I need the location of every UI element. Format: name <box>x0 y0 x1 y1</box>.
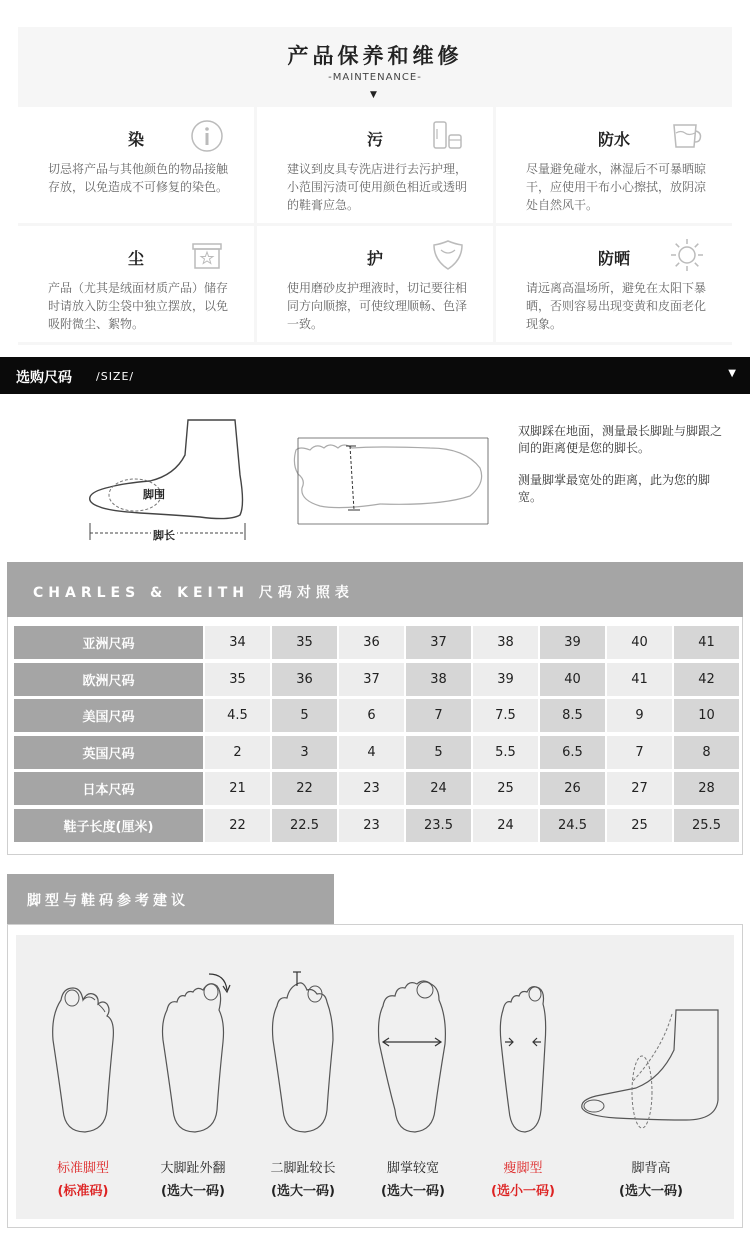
size-cell: 35 <box>205 663 270 696</box>
size-cell: 8.5 <box>540 699 605 732</box>
info-icon <box>190 119 224 153</box>
size-cell: 37 <box>339 663 404 696</box>
size-cell: 38 <box>473 626 538 659</box>
length-label: 脚长 <box>153 529 175 542</box>
foot-type-narrow <box>468 935 578 1219</box>
size-cell: 23.5 <box>406 809 471 842</box>
care-item-title: 尘 <box>127 249 144 268</box>
maintenance-section <box>18 27 732 345</box>
care-item-dust <box>18 226 254 342</box>
sun-icon <box>670 238 704 272</box>
size-cell: 25.5 <box>674 809 739 842</box>
care-item-dye <box>18 107 254 223</box>
foot-standard-icon <box>43 970 123 1140</box>
size-cell: 6.5 <box>540 736 605 769</box>
size-row-label: 日本尺码 <box>14 772 203 805</box>
care-item-waterproof <box>496 107 732 223</box>
size-cell: 22 <box>272 772 337 805</box>
measure-length-text: 双脚踩在地面，测量最长脚趾与脚跟之间的距离便是您的脚长。 <box>518 424 723 455</box>
cleaning-bottle-icon <box>431 119 465 153</box>
foot-bunion-icon <box>153 970 233 1140</box>
foot-type-code: (选大一码) <box>161 1184 225 1199</box>
size-cell: 25 <box>473 772 538 805</box>
foot-type-label: 脚背高 <box>631 1161 671 1176</box>
size-cell: 5 <box>406 736 471 769</box>
size-cell: 6 <box>339 699 404 732</box>
size-cell: 7 <box>607 736 672 769</box>
size-cell: 7 <box>406 699 471 732</box>
size-cell: 39 <box>473 663 538 696</box>
size-chart <box>7 617 743 855</box>
foot-type-bunion <box>138 935 248 1219</box>
size-cell: 24 <box>406 772 471 805</box>
instep-label: 脚围 <box>143 488 165 501</box>
care-item-text: 使用磨砂皮护理液时，切记要往相同方向顺擦，可使纹理顺畅、色泽一致。 <box>287 281 468 331</box>
foot-type-standard <box>28 935 138 1219</box>
size-cell: 4.5 <box>205 699 270 732</box>
size-cell: 21 <box>205 772 270 805</box>
size-cell: 38 <box>406 663 471 696</box>
size-cell: 41 <box>674 626 739 659</box>
down-arrow-icon: ▼ <box>370 90 377 100</box>
foot-type-label: 标准脚型 <box>56 1161 109 1176</box>
care-item-sunproof <box>496 226 732 342</box>
size-cell: 2 <box>205 736 270 769</box>
dust-box-icon <box>190 238 224 272</box>
care-item-title: 防晒 <box>597 249 630 268</box>
maintenance-subtitle: -MAINTENANCE- <box>328 72 422 83</box>
care-item-title: 染 <box>127 130 144 149</box>
size-chart-header <box>7 562 743 617</box>
foot-type-long-second-toe <box>248 935 358 1219</box>
size-row-label: 英国尺码 <box>14 736 203 769</box>
care-item-protect <box>257 226 493 342</box>
size-cell: 27 <box>607 772 672 805</box>
shield-icon <box>431 238 465 272</box>
size-cell: 5.5 <box>473 736 538 769</box>
size-cell: 34 <box>205 626 270 659</box>
foot-types-list <box>16 935 734 1219</box>
foot-type-high-instep <box>576 935 726 1219</box>
size-cell: 10 <box>674 699 739 732</box>
size-cell: 7.5 <box>473 699 538 732</box>
down-arrow-icon: ▼ <box>728 368 736 379</box>
size-cell: 24.5 <box>540 809 605 842</box>
foot-type-wide <box>358 935 468 1219</box>
care-item-title: 护 <box>366 249 383 268</box>
foot-type-code: (选小一码) <box>491 1184 555 1199</box>
size-row-label: 欧洲尺码 <box>14 663 203 696</box>
foot-type-code: (选大一码) <box>271 1184 335 1199</box>
care-item-title: 污 <box>366 130 383 149</box>
size-cell: 40 <box>540 663 605 696</box>
foot-type-code: (选大一码) <box>381 1184 445 1199</box>
size-row-label: 亚洲尺码 <box>14 626 203 659</box>
care-item-text: 尽量避免碰水，淋湿后不可暴晒晾干，应使用干布小心擦拭，放阴凉处自然风干。 <box>526 162 707 212</box>
foot-types-header <box>7 874 334 924</box>
foot-type-label: 大脚趾外翻 <box>160 1161 226 1176</box>
foot-type-label: 二脚趾较长 <box>270 1161 336 1176</box>
care-item-stain <box>257 107 493 223</box>
water-cup-icon <box>670 119 704 153</box>
foot-side-measure-illustration <box>80 415 255 545</box>
size-cell: 4 <box>339 736 404 769</box>
size-cell: 23 <box>339 809 404 842</box>
size-cell: 5 <box>272 699 337 732</box>
foot-top-measure-illustration <box>290 428 492 533</box>
care-item-title: 防水 <box>597 130 630 149</box>
size-cell: 9 <box>607 699 672 732</box>
measure-width-text: 测量脚掌最宽处的距离，此为您的脚宽。 <box>518 473 711 504</box>
size-cell: 35 <box>272 626 337 659</box>
foot-wide-icon <box>373 970 453 1140</box>
size-section-title: 选购尺码 <box>16 370 72 386</box>
care-item-text: 建议到皮具专洗店进行去污护理，小范围污渍可使用颜色相近或透明的鞋膏应急。 <box>287 162 468 212</box>
size-section-subtitle: /SIZE/ <box>96 370 135 383</box>
size-cell: 22 <box>205 809 270 842</box>
foot-long-second-toe-icon <box>263 970 343 1140</box>
size-cell: 39 <box>540 626 605 659</box>
size-cell: 23 <box>339 772 404 805</box>
size-cell: 36 <box>339 626 404 659</box>
maintenance-header <box>18 27 732 105</box>
foot-narrow-icon <box>483 970 563 1140</box>
foot-type-code: (标准码) <box>57 1184 109 1199</box>
care-item-text: 产品（尤其是绒面材质产品）储存时请放入防尘袋中独立摆放，以免吸附微尘、絮物。 <box>48 281 229 331</box>
maintenance-title: 产品保养和维修 <box>287 44 463 68</box>
size-cell: 8 <box>674 736 739 769</box>
size-section-header <box>0 357 750 394</box>
size-cell: 28 <box>674 772 739 805</box>
foot-high-instep-icon <box>576 970 726 1140</box>
size-cell: 25 <box>607 809 672 842</box>
size-cell: 42 <box>674 663 739 696</box>
size-cell: 37 <box>406 626 471 659</box>
size-cell: 40 <box>607 626 672 659</box>
size-chart-title: CHARLES & KEITH 尺码对照表 <box>33 585 354 601</box>
size-cell: 41 <box>607 663 672 696</box>
size-cell: 3 <box>272 736 337 769</box>
size-row-label: 鞋子长度(厘米) <box>14 809 203 842</box>
foot-type-label: 瘦脚型 <box>503 1161 543 1176</box>
foot-type-label: 脚掌较宽 <box>386 1161 439 1176</box>
size-cell: 22.5 <box>272 809 337 842</box>
size-row-label: 美国尺码 <box>14 699 203 732</box>
care-item-text: 请远离高温场所，避免在太阳下暴晒，否则容易出现变黄和皮面老化现象。 <box>526 281 707 331</box>
foot-types-title: 脚型与鞋码参考建议 <box>27 893 189 909</box>
foot-type-code: (选大一码) <box>619 1184 683 1199</box>
size-cell: 36 <box>272 663 337 696</box>
foot-types-panel <box>7 924 743 1228</box>
size-cell: 26 <box>540 772 605 805</box>
care-item-text: 切忌将产品与其他颜色的物品接触存放，以免造成不可修复的染色。 <box>48 162 229 194</box>
size-cell: 24 <box>473 809 538 842</box>
